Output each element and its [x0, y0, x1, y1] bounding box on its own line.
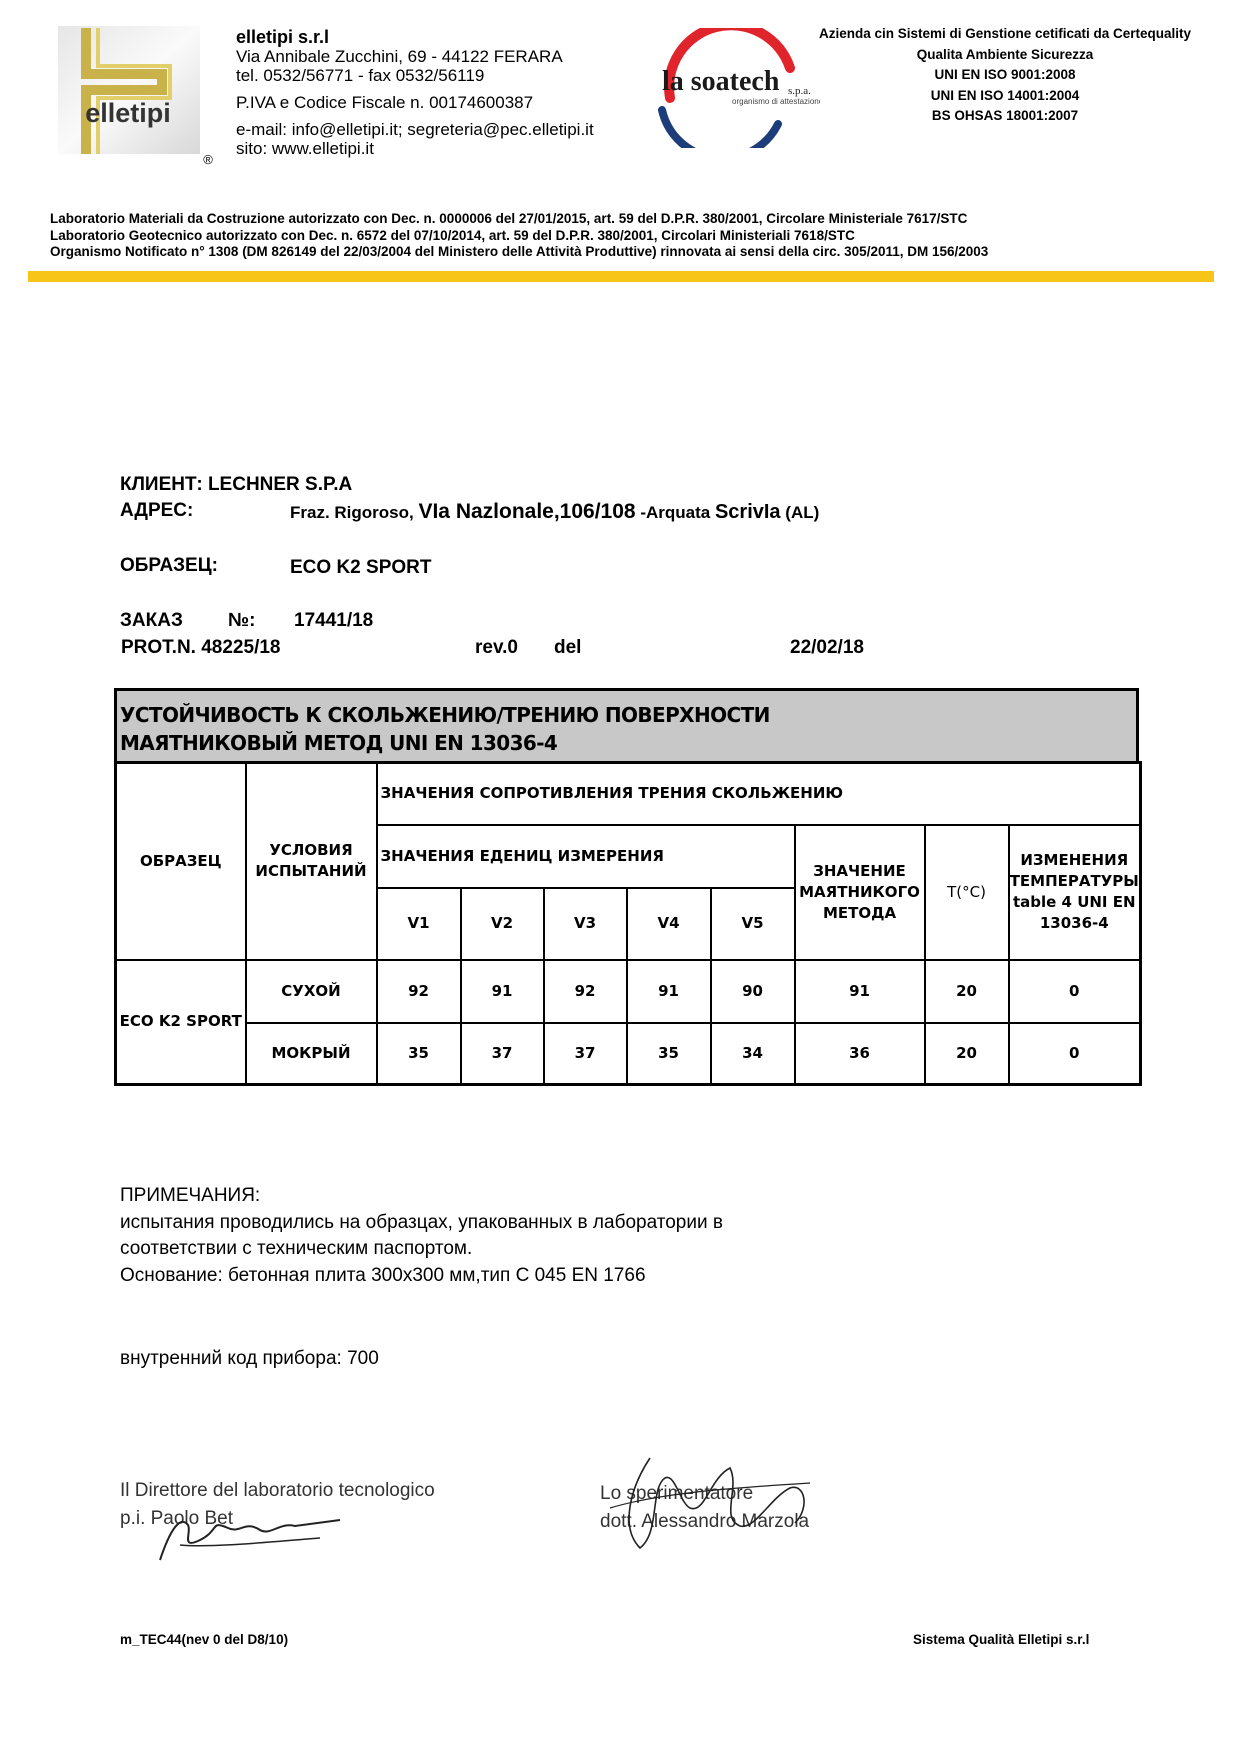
header-v1: V1 — [377, 888, 461, 960]
prot-number: PROT.N. 48225/18 — [121, 637, 281, 658]
company-address: Via Annibale Zucchini, 69 - 44122 FERARA — [236, 47, 563, 66]
sample-label: ОБРАЗЕЦ: — [120, 555, 218, 576]
table-title: УСТОЙЧИВОСТЬ К СКОЛЬЖЕНИЮ/ТРЕНИЮ ПОВЕРХНОСТИ МАЯТНИКОВЫЙ МЕТОД UNI EN 13036-4 — [114, 688, 1139, 761]
svg-text:organismo di attestazione: organismo di attestazione — [732, 97, 820, 106]
results-table-container — [114, 688, 1141, 1086]
header-conditions: УСЛОВИЯ ИСПЫТАНИЙ — [246, 763, 377, 960]
cell-value: 90 — [711, 960, 795, 1023]
cell-temp: 20 — [925, 1023, 1009, 1085]
footer-quality-system: Sistema Qualità Elletipi s.r.l — [913, 1632, 1090, 1647]
svg-text:®: ® — [203, 152, 213, 166]
svg-text:s.p.a.: s.p.a. — [788, 85, 811, 97]
header-v3: V3 — [544, 888, 627, 960]
table-row — [116, 1023, 1141, 1085]
date: 22/02/18 — [790, 637, 864, 658]
company-block — [236, 28, 594, 158]
table-row — [116, 960, 1141, 1023]
company-site: sito: www.elletipi.it — [236, 139, 374, 158]
cell-temp-change: 0 — [1009, 1023, 1141, 1085]
company-name: elletipi s.r.l — [236, 27, 330, 47]
cell-value: 92 — [544, 960, 627, 1023]
experimenter-title: Lo sperimentatore — [600, 1483, 754, 1504]
revision: rev.0 — [475, 637, 518, 658]
company-email: e-mail: info@elletipi.it; segreteria@pec.elletipi.it — [236, 120, 594, 139]
order-label: ЗАКАЗ — [120, 610, 183, 631]
del-label: del — [554, 637, 582, 658]
cell-value: 91 — [461, 960, 544, 1023]
director-name: p.i. Paolo Bet — [120, 1508, 234, 1529]
cell-value: 91 — [627, 960, 711, 1023]
cell-value: 37 — [544, 1023, 627, 1085]
soatech-logo — [650, 28, 820, 148]
elletipi-logo — [58, 26, 214, 166]
order-no-label: №: — [228, 610, 256, 631]
cell-pendulum: 91 — [795, 960, 925, 1023]
director-signature — [150, 1500, 350, 1570]
company-phone: tel. 0532/56771 - fax 0532/56119 — [236, 66, 485, 85]
footer-form-code: m_TEC44(nev 0 del D8/10) — [120, 1632, 289, 1647]
address-label: АДРЕС: — [120, 500, 194, 521]
cell-value: 37 — [461, 1023, 544, 1085]
certification-block: Azienda cin Sistemi di Genstione cetificati da Certequality Qualita Ambiente Sicurezza UNI EN ISO 9001:2008 UNI EN ISO 14001:2004 BS OHSAS 18001:2007 — [818, 26, 1192, 123]
header-temp-change: ИЗМЕНЕНИЯ ТЕМПЕРАТУРЫ table 4 UNI EN 13036-4 — [1009, 825, 1141, 960]
notes-title: ПРИМЕЧАНИЯ: — [120, 1185, 261, 1206]
header-v4: V4 — [627, 888, 711, 960]
address-value: Fraz. Rigoroso, VIa Nazlonale,106/108 -Arquata ScrivIa (AL) — [290, 500, 820, 523]
header-temp: T(°C) — [925, 825, 1009, 960]
notes-block: ПРИМЕЧАНИЯ: испытания проводились на образцах, упакованных в лаборатории в соответствии с техническим паспортом. Основание: бетонная плита 300x300 мм,тип С 045 EN 1766 — [120, 1185, 723, 1286]
row-sample-name: ECO K2 SPORT — [116, 960, 246, 1085]
device-code: внутренний код прибора: 700 — [120, 1348, 379, 1369]
cell-value: 34 — [711, 1023, 795, 1085]
header-divider — [28, 271, 1214, 282]
header-units: ЗНАЧЕНИЯ ЕДЕНИЦ ИЗМЕРЕНИЯ — [377, 825, 795, 888]
results-table — [114, 761, 1142, 1086]
cell-temp-change: 0 — [1009, 960, 1141, 1023]
experimenter-signature — [590, 1448, 830, 1558]
cell-value: 35 — [627, 1023, 711, 1085]
header-v2: V2 — [461, 888, 544, 960]
soatech-wordmark: la soatech — [662, 66, 780, 97]
company-vat: P.IVA e Codice Fiscale n. 00174600387 — [236, 93, 534, 112]
director-title: Il Direttore del laboratorio tecnologico — [120, 1480, 435, 1501]
header-friction: ЗНАЧЕНИЯ СОПРОТИВЛЕНИЯ ТРЕНИЯ СКОЛЬЖЕНИЮ — [377, 763, 1141, 825]
header-pendulum: ЗНАЧЕНИЕ МАЯТНИКОГО МЕТОДА — [795, 825, 925, 960]
header-sample: ОБРАЗЕЦ — [116, 763, 246, 960]
logo-wordmark: elletipi — [85, 98, 171, 128]
cell-value: 35 — [377, 1023, 461, 1085]
order-no: 17441/18 — [294, 610, 374, 631]
cell-temp: 20 — [925, 960, 1009, 1023]
client-line: КЛИЕНТ: LECHNER S.P.A — [120, 474, 353, 495]
sample-value: ECO K2 SPORT — [290, 557, 432, 578]
header-v5: V5 — [711, 888, 795, 960]
cell-value: 92 — [377, 960, 461, 1023]
cell-pendulum: 36 — [795, 1023, 925, 1085]
lab-authorization: Laboratorio Materiali da Costruzione autorizzato con Dec. n. 0000006 del 27/01/2015, art. 59 del D.P.R. 380/2001, Circolare Ministeriale 7617/STC Laboratorio Geotecnico autorizzato con Dec. n. 6572 del 07/10/2014, art. 59 del D.P.R. 380/2001, Circolari Ministeriali 7618/STC Organismo Notificato n° 1308 (DM 826149 del 22/03/2004 del Ministero delle Attività Produttive) rinnovata ai sensi della circ. 305/2011, DM 156/2003 — [50, 211, 989, 259]
row-condition: МОКРЫЙ — [246, 1023, 377, 1085]
row-condition: СУХОЙ — [246, 960, 377, 1023]
experimenter-name: dott. Alessandro Marzola — [600, 1511, 810, 1532]
